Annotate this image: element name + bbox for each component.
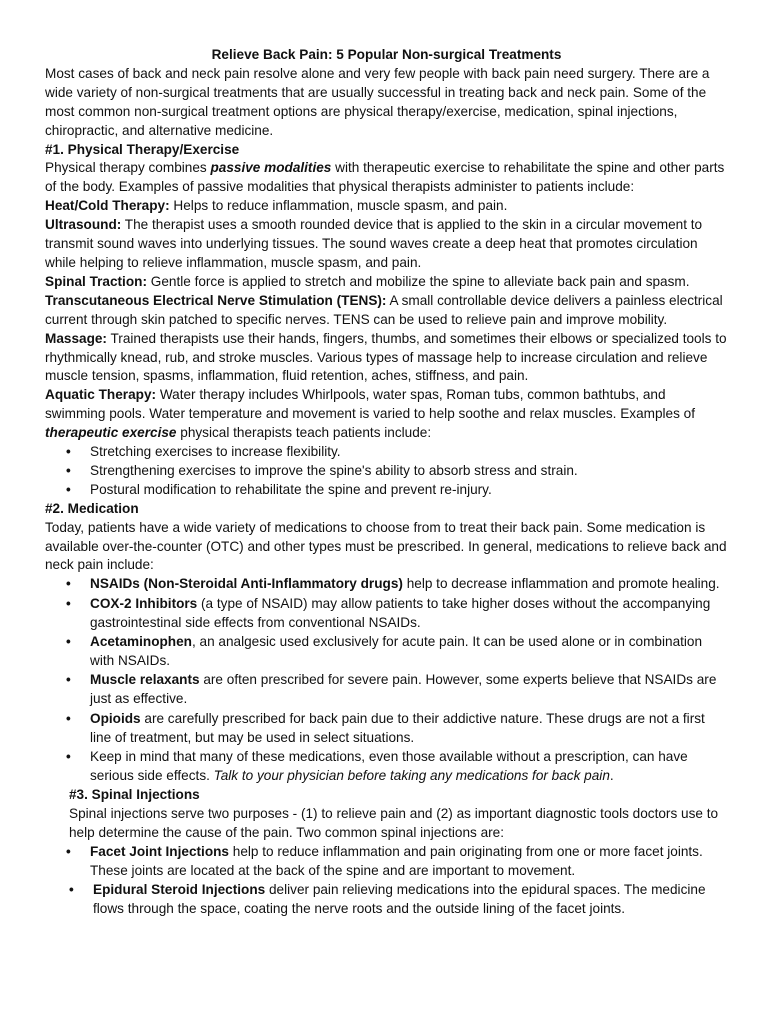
- list-item: • Keep in mind that many of these medications, even those available without a prescription, can have serious side effects. Talk to your physician before taking any medications for back pain.: [45, 748, 728, 786]
- modality-ultrasound: Ultrasound: The therapist uses a smooth rounded device that is applied to the skin in a circular movement to transmit sound waves into underlying tissues. The sound waves create a deep heat that promotes circulation while helping to relieve inflammation, muscle spasm, and pain.: [45, 217, 703, 270]
- list-item: • Opioids are carefully prescribed for back pain due to their addictive nature. These drugs are not a first line of treatment, but may be used in select situations.: [45, 710, 728, 748]
- modality-heat-cold: Heat/Cold Therapy: Helps to reduce inflammation, muscle spasm, and pain.: [45, 198, 508, 214]
- modality-massage: Massage: Trained therapists use their hands, fingers, thumbs, and sometimes their elbows or specialized tools to rhythmically knead, rub, and stroke muscles. Various types of massage help to increase circulation and relieve muscle tension, spasms, inflammation, fluid retention, aches, stiffness, and pain.: [45, 330, 727, 384]
- physician-advice-emphasis: Talk to your physician before taking any medications for back pain: [213, 767, 610, 783]
- list-item: • COX-2 Inhibitors (a type of NSAID) may allow patients to take higher doses without the accompanying gastrointestinal side effects from conventional NSAIDs.: [45, 595, 728, 633]
- spinal-injections-paragraph: Spinal injections serve two purposes - (1) to relieve pain and (2) as important diagnostic tools doctors use to help determine the cause of the pain. Two common spinal injections are:: [69, 806, 719, 841]
- list-item: • Stretching exercises to increase flexibility.: [45, 443, 728, 462]
- modality-tens: Transcutaneous Electrical Nerve Stimulation (TENS): A small controllable device delivers a painless electrical current through skin patched to specific nerves. TENS can be used to relieve pain and improve mobility.: [45, 292, 723, 327]
- therapeutic-exercise-emphasis: therapeutic exercise: [45, 425, 177, 441]
- list-item: • Postural modification to rehabilitate the spine and prevent re-injury.: [45, 481, 728, 500]
- list-item: • Muscle relaxants are often prescribed for severe pain. However, some experts believe that NSAIDs are just as effective.: [45, 671, 728, 709]
- modality-spinal-traction: Spinal Traction: Gentle force is applied to stretch and mobilize the spine to alleviate back pain and spasm.: [45, 273, 690, 289]
- exercise-list: [45, 443, 728, 500]
- list-item: • NSAIDs (Non-Steroidal Anti-Inflammatory drugs) help to decrease inflammation and promote healing.: [45, 575, 728, 594]
- medication-paragraph: Today, patients have a wide variety of medications to choose from to treat their back pain. Some medication is available over-the-counter (OTC) and other types must be prescribed. In general, medications to relieve back and neck pain include:: [45, 519, 727, 573]
- modality-aquatic: Aquatic Therapy: Water therapy includes Whirlpools, water spas, Roman tubs, common bathtubs, and swimming pools. Water temperature and movement is varied to help soothe and relax muscles. Examples of therapeutic exercise physical therapists teach patients include:: [45, 387, 696, 441]
- intro-paragraph: Most cases of back and neck pain resolve alone and very few people with back pain need surgery. There are a wide variety of non-surgical treatments that are usually successful in treating back and neck pain. Some of the most common non-surgical treatment options are physical therapy/exercise, medication, spinal injections, chiropractic, and alternative medicine.: [45, 65, 710, 138]
- injection-list: [45, 843, 728, 919]
- section-heading-medication: #2. Medication: [45, 500, 139, 516]
- list-item: • Acetaminophen, an analgesic used exclusively for acute pain. It can be used alone or in combination with NSAIDs.: [45, 633, 728, 671]
- list-item: • Strengthening exercises to improve the spine's ability to absorb stress and strain.: [45, 462, 728, 481]
- passive-modalities-emphasis: passive modalities: [210, 160, 332, 176]
- list-item: • Epidural Steroid Injections deliver pain relieving medications into the epidural spaces. The medicine flows through the space, coating the nerve roots and the outside lining of the facet joints.: [45, 881, 728, 919]
- section-heading-physical-therapy: #1. Physical Therapy/Exercise: [45, 141, 240, 157]
- list-item: • Facet Joint Injections help to reduce inflammation and pain originating from one or more facet joints. These joints are located at the back of the spine and are important to movement.: [45, 843, 728, 881]
- page-title: Relieve Back Pain: 5 Popular Non-surgical Treatments: [211, 47, 562, 62]
- section-heading-spinal-injections: #3. Spinal Injections: [69, 787, 200, 803]
- medication-list: [45, 575, 728, 785]
- physical-therapy-paragraph: Physical therapy combines passive modalities with therapeutic exercise to rehabilitate the spine and other parts of the body. Examples of passive modalities that physical therapists administer to patients include:: [45, 160, 725, 195]
